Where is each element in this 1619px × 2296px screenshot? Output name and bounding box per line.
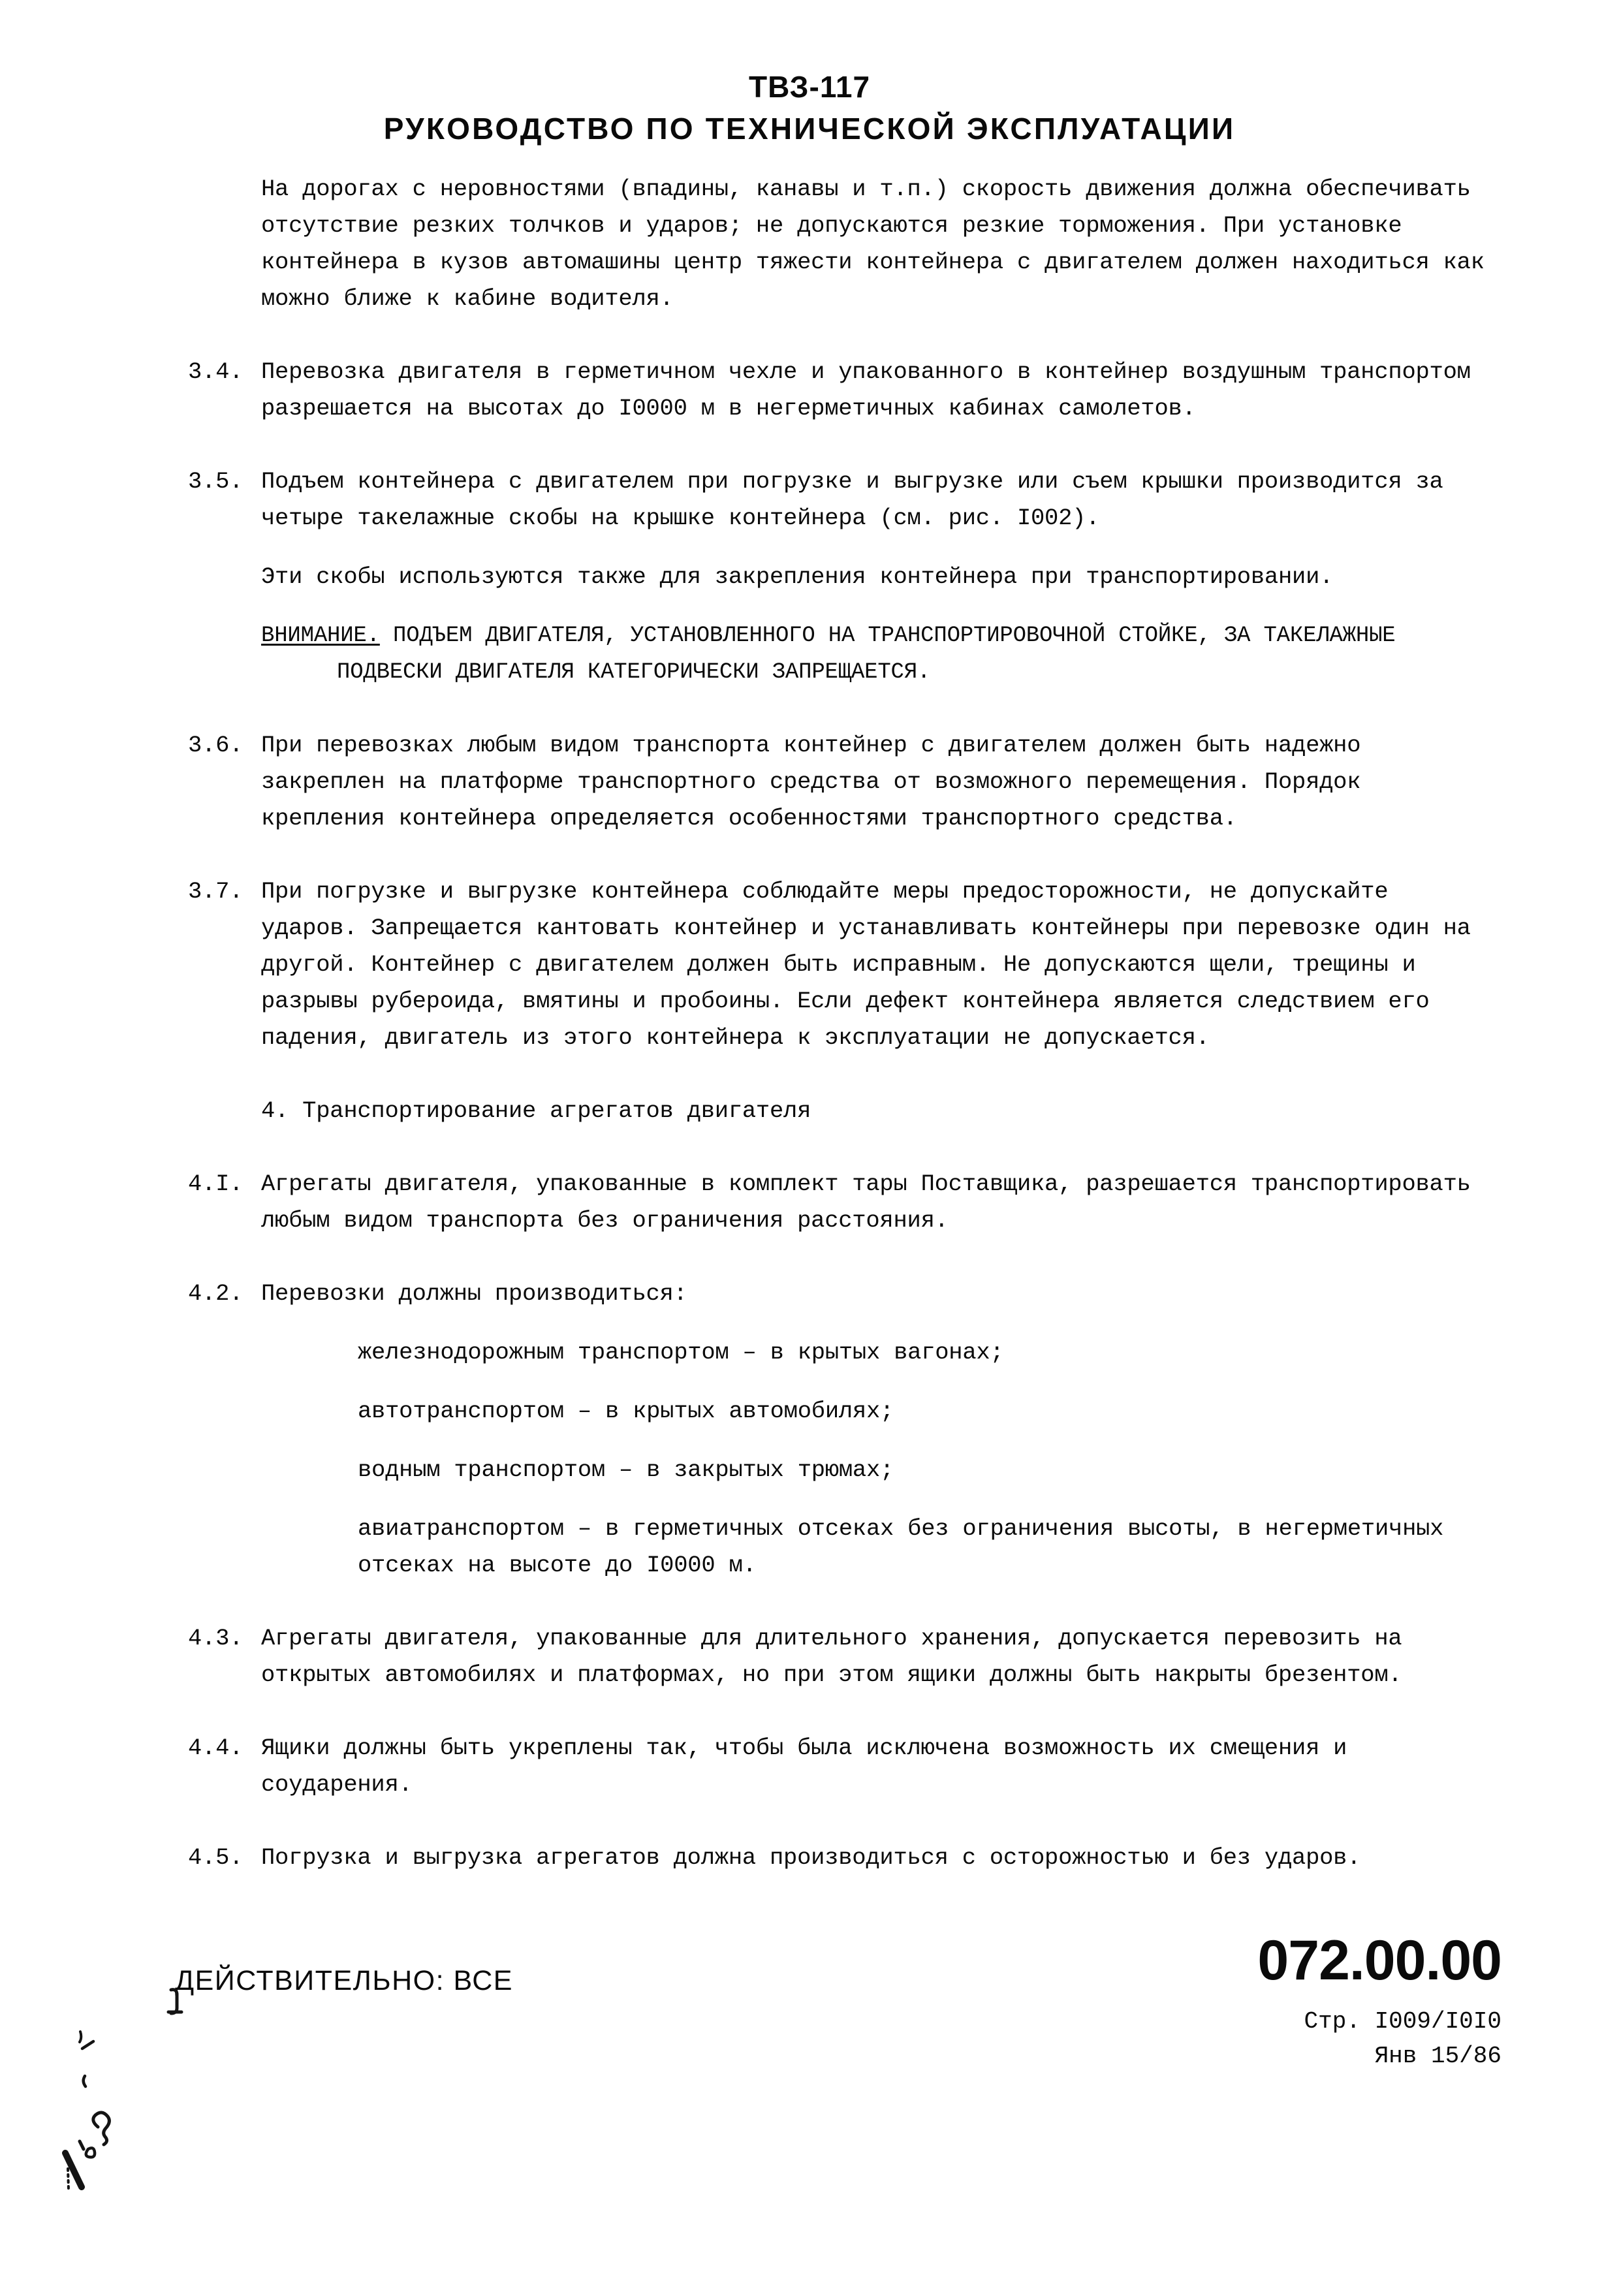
section-3-6 (188, 727, 1492, 837)
effectivity-statement: ДЕЙСТВИТЕЛЬНО: ВСЕ (175, 1965, 513, 1996)
section-3-7-number: 3.7. (188, 878, 244, 905)
document-header (0, 72, 1619, 144)
manual-title: РУКОВОДСТВО ПО ТЕХНИЧЕСКОЙ ЭКСПЛУАТАЦИИ (383, 112, 1236, 146)
warning-block (261, 618, 1492, 691)
warning-line-2: ПОДВЕСКИ ДВИГАТЕЛЯ КАТЕГОРИЧЕСКИ ЗАПРЕЩАЕТСЯ. (337, 660, 931, 685)
section-4-2-text: Перевозки должны производиться: (261, 1280, 687, 1307)
intro-paragraph-text: На дорогах с неровностями (впадины, канавы и т.п.) скорость движения должна обеспечивать отсутствие резких толчков и ударов; не допускаются резкие торможения. При установке контейнера в кузов автомашины центр тяжести контейнера с двигателем должен находиться как можно ближе к кабине водителя. (261, 176, 1485, 312)
section-4-3 (188, 1620, 1492, 1693)
section-3-6-number: 3.6. (188, 732, 244, 759)
section-4-3-number: 4.3. (188, 1625, 244, 1652)
footer-right-block (1257, 1929, 1501, 2069)
revision-date: Янв 15/86 (1374, 2043, 1501, 2069)
warning-line-1: ПОДЪЕМ ДВИГАТЕЛЯ, УСТАНОВЛЕННОГО НА ТРАНСПОРТИРОВОЧНОЙ СТОЙКЕ, ЗА ТАКЕЛАЖНЫЕ (379, 623, 1396, 648)
section-3-4-number: 3.4. (188, 358, 244, 385)
section-4-5 (188, 1840, 1492, 1876)
handwritten-margin-marks (39, 1985, 189, 2259)
section-4-4-text: Ящики должны быть укреплены так, чтобы была исключена возможность их смещения и соударения. (261, 1735, 1347, 1798)
document-body (188, 171, 1492, 1876)
warning-label: ВНИМАНИЕ. (261, 623, 380, 648)
section-4-2 (188, 1276, 1492, 1312)
transport-mode-rail: железнодорожным транспортом – в крытых вагонах; (358, 1339, 1004, 1366)
section-3-4-text: Перевозка двигателя в герметичном чехле и упакованного в контейнер воздушным транспортом разрешается на высотах до I0000 м в негерметичных кабинах самолетов. (261, 358, 1471, 422)
margin-scribble-icon (39, 1985, 189, 2259)
section-3-7-text: При погрузке и выгрузке контейнера соблюдайте меры предосторожности, не допускайте ударов. Запрещается кантовать контейнер и устанавливать контейнеры при перевозке один на другой. Контейнер с двигателем должен быть исправным. Не допускаются щели, трещины и разрывы рубероида, вмятины и пробоины. Если дефект контейнера является следствием его падения, двигатель из этого контейнера к эксплуатации не допускается. (261, 878, 1471, 1051)
section-3-6-text: При перевозках любым видом транспорта контейнер с двигателем должен быть надежно закреплен на платформе транспортного средства от возможного перемещения. Порядок крепления контейнера определяется особенностями транспортного средства. (261, 732, 1361, 832)
transport-modes-list (358, 1334, 1492, 1584)
section-4-1-text: Агрегаты двигателя, упакованные в комплект тары Поставщика, разрешается транспортировать любым видом транспорта без ограничения расстояния. (261, 1171, 1471, 1234)
intro-paragraph (261, 171, 1492, 317)
engine-model-title: ТВЗ-117 (748, 70, 871, 104)
section-4-4-number: 4.4. (188, 1735, 244, 1761)
section-3-5-text: Подъем контейнера с двигателем при погрузке и выгрузке или съем крышки производится за четыре такелажные скобы на крышке контейнера (см. рис. I002). (261, 468, 1443, 531)
section-4-5-text: Погрузка и выгрузка агрегатов должна производиться с осторожностью и без ударов. (261, 1844, 1361, 1871)
section-3-5 (188, 464, 1492, 537)
continuation-note: Эти скобы используются также для закрепления контейнера при транспортировании. (261, 563, 1334, 590)
section-4-5-number: 4.5. (188, 1844, 244, 1871)
section-3-7 (188, 873, 1492, 1056)
section-4-3-text: Агрегаты двигателя, упакованные для длительного хранения, допускается перевозить на открытых автомобилях и платформах, но при этом ящики должны быть накрыты брезентом. (261, 1625, 1402, 1688)
transport-mode-air: авиатранспортом – в герметичных отсеках без ограничения высоты, в негерметичных отсеках на высоте до I0000 м. (358, 1515, 1444, 1579)
section-4-1-number: 4.I. (188, 1171, 244, 1197)
section-3-5-number: 3.5. (188, 468, 244, 495)
transport-mode-water: водным транспортом – в закрытых трюмах; (358, 1456, 894, 1483)
section-4-4 (188, 1730, 1492, 1803)
chapter-number: 072.00.00 (1257, 1929, 1501, 1992)
page-number: Стр. I009/I0I0 (1304, 2008, 1501, 2035)
section-4-2-number: 4.2. (188, 1280, 244, 1307)
section-4-1 (188, 1166, 1492, 1239)
section-3-4 (188, 354, 1492, 427)
section-4-heading: 4. Транспортирование агрегатов двигателя (261, 1097, 811, 1124)
transport-mode-road: автотранспортом – в крытых автомобилях; (358, 1398, 894, 1424)
